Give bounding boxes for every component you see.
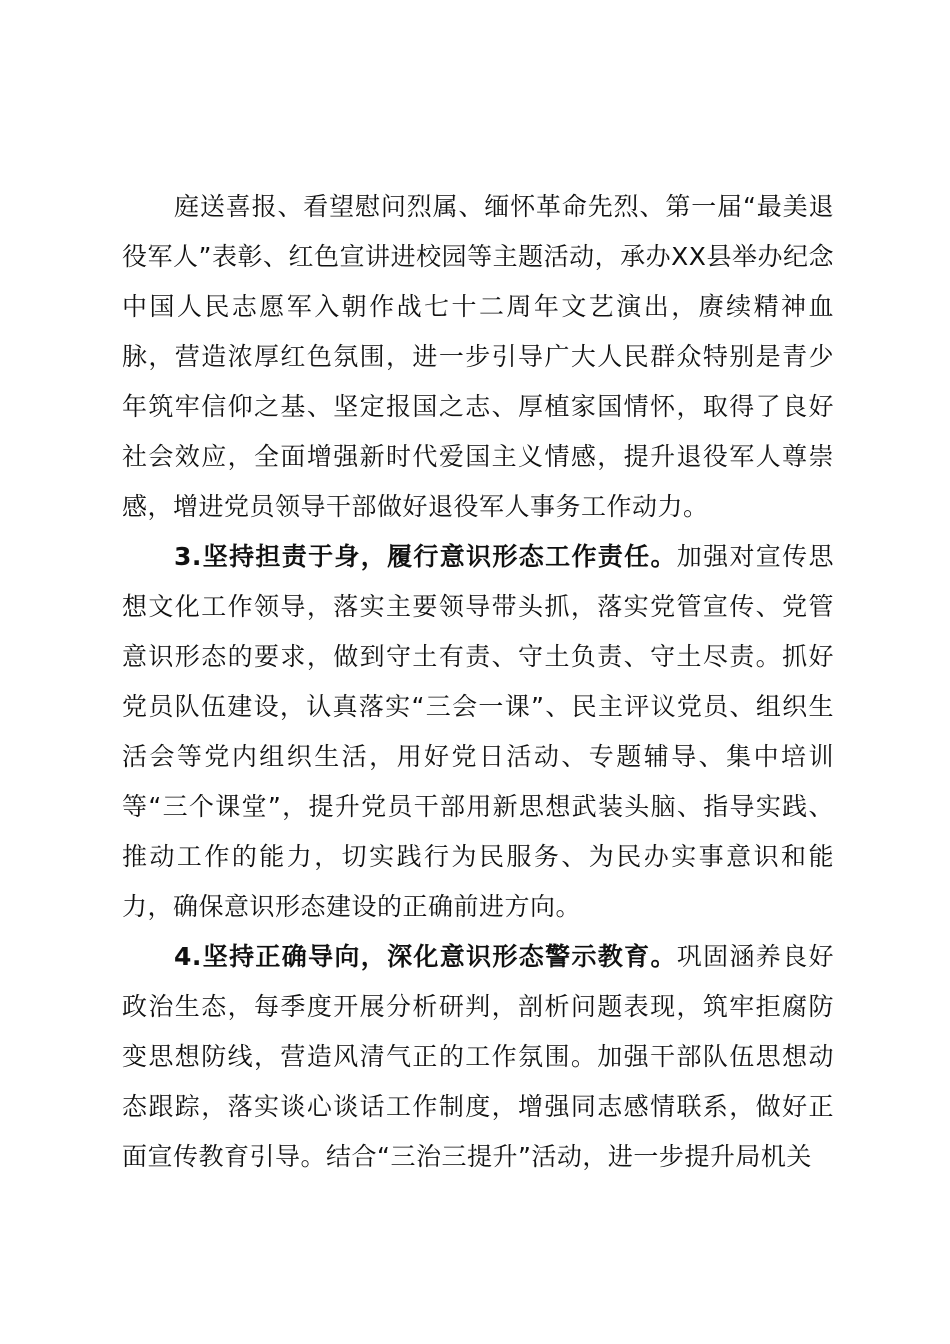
paragraph-heading: 3.坚持担责于身，履行意识形态工作责任。: [174, 542, 677, 571]
document-body: [122, 182, 834, 1182]
paragraph-heading: 4.坚持正确导向，深化意识形态警示教育。: [174, 942, 677, 971]
paragraph-text: 巩固涵养良好政治生态，每季度开展分析研判，剖析问题表现，筑牢拒腐防变思想防线，营造风清气正的工作氛围。加强干部队伍思想动态跟踪，落实谈心谈话工作制度，增强同志感情联系，做好正面宣传教育引导。结合“三治三提升”活动，进一步提升局机关: [122, 942, 834, 1171]
paragraph-text: 庭送喜报、看望慰问烈属、缅怀革命先烈、第一届“最美退役军人”表彰、红色宣讲进校园等主题活动，承办XX县举办纪念中国人民志愿军入朝作战七十二周年文艺演出，赓续精神血脉，营造浓厚红色氛围，进一步引导广大人民群众特别是青少年筑牢信仰之基、坚定报国之志、厚植家国情怀，取得了良好社会效应，全面增强新时代爱国主义情感，提升退役军人尊崇感，增进党员领导干部做好退役军人事务工作动力。: [122, 192, 834, 521]
paragraph-continuation: [122, 182, 834, 532]
paragraph-item-4: [122, 932, 834, 1182]
paragraph-item-3: [122, 532, 834, 932]
paragraph-text: 加强对宣传思想文化工作领导，落实主要领导带头抓，落实党管宣传、党管意识形态的要求，做到守土有责、守土负责、守土尽责。抓好党员队伍建设，认真落实“三会一课”、民主评议党员、组织生活会等党内组织生活，用好党日活动、专题辅导、集中培训等“三个课堂”，提升党员干部用新思想武装头脑、指导实践、推动工作的能力，切实践行为民服务、为民办实事意识和能力，确保意识形态建设的正确前进方向。: [122, 542, 834, 921]
